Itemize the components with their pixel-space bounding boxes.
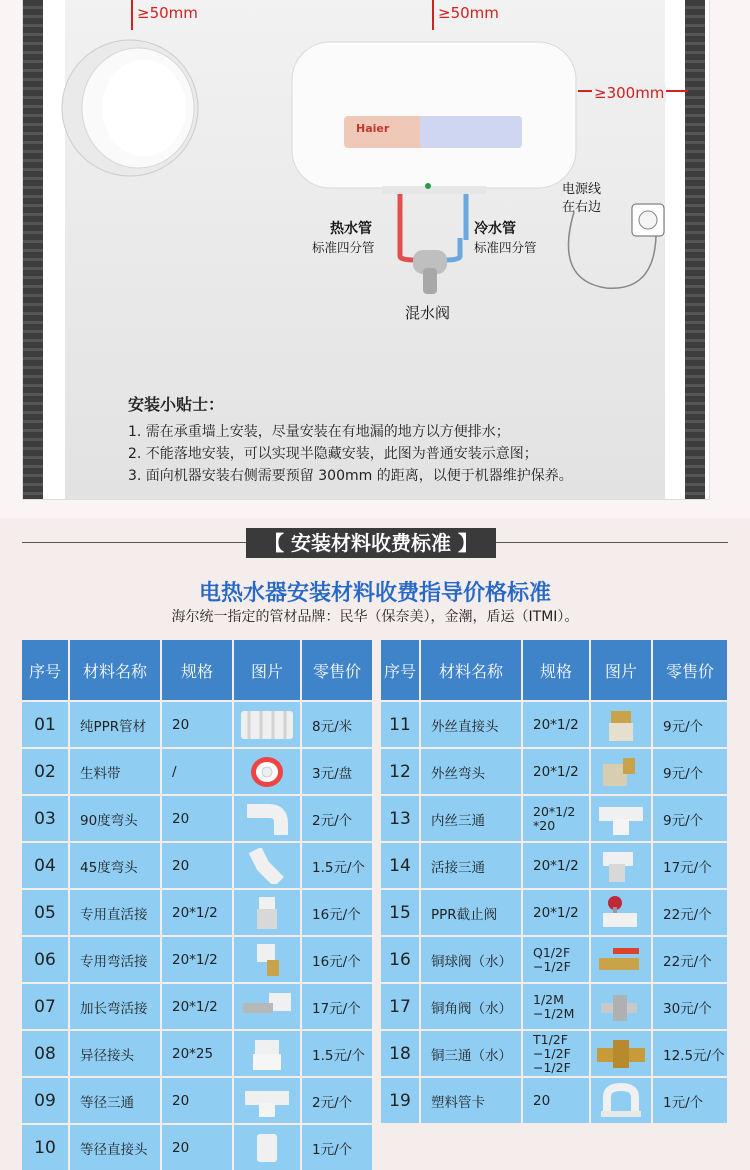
material-price: 1.5元/个 [302, 1031, 372, 1076]
material-price: 30元/个 [653, 984, 727, 1029]
header-no: 序号 [22, 640, 68, 700]
power-cord-label-1: 电源线 [562, 182, 602, 197]
tee-icon [239, 1083, 295, 1119]
material-picture [234, 1125, 300, 1170]
material-picture [591, 843, 651, 888]
material-picture [234, 890, 300, 935]
material-name: 外丝直接头 [421, 702, 521, 747]
table-header-left [22, 640, 374, 700]
material-price: 2元/个 [302, 796, 372, 841]
banner-rule-left [22, 542, 246, 543]
row-number: 04 [22, 843, 68, 888]
table-row [381, 749, 729, 794]
header-no: 序号 [381, 640, 419, 700]
spec-line: 20*1/2 [533, 803, 576, 819]
header-pic: 图片 [591, 640, 651, 700]
material-price: 1元/个 [302, 1125, 372, 1170]
row-number: 08 [22, 1031, 68, 1076]
table-row [381, 937, 729, 982]
material-name: 45度弯头 [70, 843, 160, 888]
tips-title: 安装小贴士： [128, 395, 225, 414]
table-header-right [381, 640, 729, 700]
material-price: 22元/个 [653, 937, 727, 982]
material-name: 铜三通（水） [421, 1031, 521, 1076]
table-row [22, 749, 374, 794]
material-spec: 20*1/2 [162, 937, 232, 982]
material-name: 生料带 [70, 749, 160, 794]
spec-line: 20*1/2 [533, 763, 579, 780]
material-name: 活接三通 [421, 843, 521, 888]
elbow-union-icon [239, 942, 295, 978]
header-name: 材料名称 [70, 640, 160, 700]
material-spec [523, 796, 589, 841]
material-price: 9元/个 [653, 702, 727, 747]
table-row [381, 890, 729, 935]
table-row [22, 843, 374, 888]
row-number: 06 [22, 937, 68, 982]
pipe-icon [239, 707, 295, 743]
material-picture [234, 749, 300, 794]
row-number: 09 [22, 1078, 68, 1123]
material-name: 专用弯活接 [70, 937, 160, 982]
row-number: 01 [22, 702, 68, 747]
tip-2: 2. 不能落地安装，可以实现半隐藏安装，此图为普通安装示意图； [128, 446, 538, 462]
material-spec [523, 702, 589, 747]
heater-brand-logo: Haier [356, 122, 390, 135]
material-price: 16元/个 [302, 890, 372, 935]
material-name: 加长弯活接 [70, 984, 160, 1029]
header-spec: 规格 [162, 640, 232, 700]
elbow-90-icon [239, 801, 295, 837]
table-row [22, 984, 374, 1029]
row-number: 13 [381, 796, 419, 841]
coupling-icon [239, 1130, 295, 1166]
spec-line: −1/2F [533, 1045, 571, 1061]
mix-valve-label: 混水阀 [405, 304, 451, 322]
material-spec: 20*25 [162, 1031, 232, 1076]
row-number: 19 [381, 1078, 419, 1123]
material-picture [234, 937, 300, 982]
material-price: 8元/米 [302, 702, 372, 747]
material-price: 9元/个 [653, 796, 727, 841]
spec-line: 20 [533, 1092, 551, 1109]
header-price: 零售价 [653, 640, 727, 700]
material-spec: 20 [162, 843, 232, 888]
page-subtitle: 海尔统一指定的管材品牌：民华（保奈美），金潮，盾运（ITMI）。 [171, 609, 579, 625]
row-number: 07 [22, 984, 68, 1029]
material-spec: 20 [162, 796, 232, 841]
material-picture [234, 702, 300, 747]
row-number: 10 [22, 1125, 68, 1170]
material-picture [591, 749, 651, 794]
right-clearance-label: ≥300mm [594, 84, 665, 102]
row-number: 16 [381, 937, 419, 982]
hot-pipe-sub: 标准四分管 [312, 240, 375, 255]
power-socket-icon [556, 200, 668, 296]
stop-valve-icon [593, 895, 649, 931]
material-name: 外丝弯头 [421, 749, 521, 794]
spec-line: T1/2F [533, 1031, 568, 1047]
table-row [22, 937, 374, 982]
material-price: 17元/个 [302, 984, 372, 1029]
install-diagram-section [0, 0, 750, 518]
material-name: 内丝三通 [421, 796, 521, 841]
straight-union-icon [239, 895, 295, 931]
material-price: 17元/个 [653, 843, 727, 888]
material-spec: 20 [162, 702, 232, 747]
row-number: 15 [381, 890, 419, 935]
spec-line: −1/2M [533, 1005, 575, 1021]
left-clearance-arrow [131, 0, 133, 30]
material-picture [234, 796, 300, 841]
material-name: 塑料管卡 [421, 1078, 521, 1123]
top-clearance-arrow [432, 0, 434, 30]
row-number: 17 [381, 984, 419, 1029]
cold-pipe-sub: 标准四分管 [474, 240, 537, 255]
reducer-icon [239, 1036, 295, 1072]
brass-tee-icon [593, 1036, 649, 1072]
material-picture [591, 984, 651, 1029]
material-spec [523, 937, 589, 982]
tip-1: 1. 需在承重墙上安装，尽量安装在有地漏的地方以方便排水； [128, 424, 510, 440]
material-spec [523, 984, 589, 1029]
material-price: 9元/个 [653, 749, 727, 794]
table-row [22, 1078, 374, 1123]
material-name: 纯PPR管材 [70, 702, 160, 747]
ball-valve-icon [593, 942, 649, 978]
row-number: 03 [22, 796, 68, 841]
spec-line: 1/2M [533, 991, 564, 1007]
price-table-right [381, 640, 729, 1123]
material-price: 2元/个 [302, 1078, 372, 1123]
material-spec [523, 749, 589, 794]
spec-line: Q1/2F [533, 944, 571, 960]
material-price: 16元/个 [302, 937, 372, 982]
banner-rule-right [496, 542, 728, 543]
material-price: 1.5元/个 [302, 843, 372, 888]
material-price: 22元/个 [653, 890, 727, 935]
round-heater-icon [60, 38, 210, 178]
row-number: 18 [381, 1031, 419, 1076]
row-number: 12 [381, 749, 419, 794]
material-picture [591, 1031, 651, 1076]
header-name: 材料名称 [421, 640, 521, 700]
table-row [381, 1031, 729, 1076]
row-number: 02 [22, 749, 68, 794]
material-name: 专用直活接 [70, 890, 160, 935]
pipe-clip-icon [593, 1083, 649, 1119]
header-spec: 规格 [523, 640, 589, 700]
mixing-valve-icon [395, 238, 465, 298]
spec-line: −1/2F [533, 958, 571, 974]
table-row [22, 890, 374, 935]
male-elbow-icon [593, 754, 649, 790]
material-name: 异径接头 [70, 1031, 160, 1076]
material-spec: 20 [162, 1125, 232, 1170]
material-price: 1元/个 [653, 1078, 727, 1123]
table-row [381, 796, 729, 841]
table-row [22, 796, 374, 841]
table-row [381, 702, 729, 747]
left-clearance-label: ≥50mm [137, 4, 198, 22]
material-price: 3元/盘 [302, 749, 372, 794]
material-name: 90度弯头 [70, 796, 160, 841]
spec-line: 20*1/2 [533, 857, 579, 874]
table-row [381, 1078, 729, 1123]
table-row [22, 702, 374, 747]
material-picture [234, 843, 300, 888]
power-cord-label-2: 在右边 [562, 200, 602, 215]
row-number: 05 [22, 890, 68, 935]
page-title: 电热水器安装材料收费指导价格标准 [198, 581, 551, 606]
union-tee-icon [593, 848, 649, 884]
material-picture [591, 890, 651, 935]
left-wall [23, 0, 43, 499]
section-banner: 【 安装材料收费标准 】 [246, 528, 496, 558]
table-row [381, 843, 729, 888]
angle-valve-icon [593, 989, 649, 1025]
right-wall [685, 0, 705, 499]
spec-line: 20*1/2 [533, 716, 579, 733]
spec-line: 20*1/2 [533, 904, 579, 921]
table-row [22, 1031, 374, 1076]
material-picture [591, 796, 651, 841]
material-price: 12.5元/个 [653, 1031, 727, 1076]
material-spec: 20*1/2 [162, 890, 232, 935]
hot-pipe-title: 热水管 [330, 221, 372, 237]
elbow-45-icon [239, 848, 295, 884]
table-row [381, 984, 729, 1029]
water-heater-icon [290, 40, 580, 240]
material-spec [523, 890, 589, 935]
material-spec [523, 1031, 589, 1076]
spec-line: *20 [533, 817, 556, 833]
material-name: 等径直接头 [70, 1125, 160, 1170]
long-elbow-union-icon [239, 989, 295, 1025]
header-pic: 图片 [234, 640, 300, 700]
material-spec: 20 [162, 1078, 232, 1123]
tape-icon [239, 754, 295, 790]
male-coupling-icon [593, 707, 649, 743]
price-table-left [22, 640, 374, 1170]
material-picture [591, 937, 651, 982]
material-picture [591, 1078, 651, 1123]
tip-3: 3. 面向机器安装右侧需要预留 300mm 的距离，以便于机器维护保养。 [128, 468, 573, 484]
material-name: 等径三通 [70, 1078, 160, 1123]
material-picture [234, 1078, 300, 1123]
table-row [22, 1125, 374, 1170]
material-spec: / [162, 749, 232, 794]
cold-pipe-title: 冷水管 [474, 221, 516, 237]
material-picture [234, 1031, 300, 1076]
material-picture [591, 702, 651, 747]
material-picture [234, 984, 300, 1029]
header-price: 零售价 [302, 640, 372, 700]
row-number: 14 [381, 843, 419, 888]
row-number: 11 [381, 702, 419, 747]
top-clearance-label: ≥50mm [438, 4, 499, 22]
material-spec [523, 1078, 589, 1123]
female-tee-icon [593, 801, 649, 837]
material-spec [523, 843, 589, 888]
material-name: 铜角阀（水） [421, 984, 521, 1029]
spec-line: −1/2F [533, 1059, 571, 1075]
material-name: 铜球阀（水） [421, 937, 521, 982]
material-name: PPR截止阀 [421, 890, 521, 935]
material-spec: 20*1/2 [162, 984, 232, 1029]
